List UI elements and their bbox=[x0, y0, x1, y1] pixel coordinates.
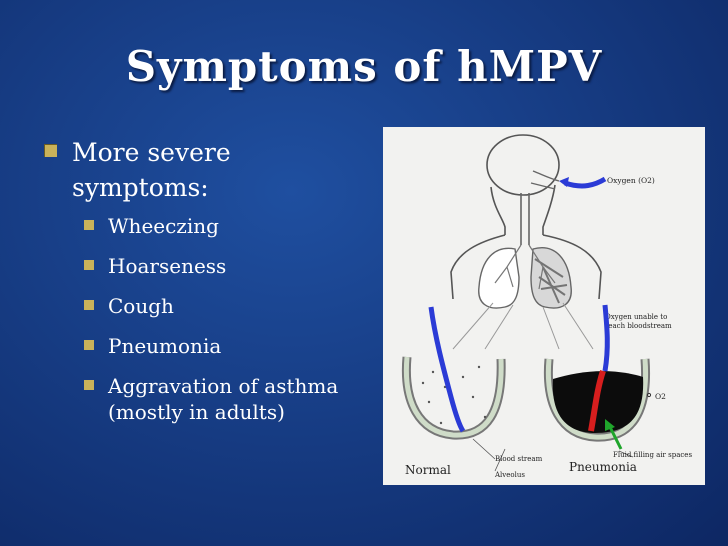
oxygen-inflow bbox=[565, 179, 605, 186]
sub-bullet-text: Wheeczing bbox=[108, 214, 219, 238]
sub-bullet bbox=[84, 213, 374, 239]
bullet-square-icon bbox=[84, 300, 94, 310]
airflow-normal bbox=[431, 307, 463, 431]
sub-bullet-text: Hoarseness bbox=[108, 254, 227, 278]
normal-label: Normal bbox=[405, 463, 451, 477]
alveolus-label: Alveolus bbox=[495, 471, 525, 479]
normal-alveolus bbox=[406, 307, 501, 435]
bullet-square-icon bbox=[84, 220, 94, 230]
bullet-square-icon bbox=[84, 340, 94, 350]
trachea bbox=[521, 193, 529, 245]
bullet-list bbox=[44, 135, 374, 439]
unable-label-line1: Oxygen unable to bbox=[605, 313, 668, 321]
airflow-pneumonia bbox=[605, 305, 607, 371]
respiratory-diagram bbox=[383, 127, 705, 485]
main-bullet bbox=[44, 135, 374, 205]
lungs bbox=[479, 245, 572, 308]
o2-label: O2 bbox=[655, 392, 666, 401]
fluid-label: Fluid filling air spaces bbox=[613, 451, 693, 459]
sub-bullet bbox=[84, 293, 374, 319]
unable-label-line2: reach bloodstream bbox=[605, 322, 672, 330]
slide-title: Symptoms of hMPV bbox=[125, 42, 603, 91]
bullet-square-icon bbox=[84, 380, 94, 390]
body-outline bbox=[451, 135, 601, 299]
pneumonia-label: Pneumonia bbox=[569, 460, 637, 474]
sub-bullet bbox=[84, 333, 374, 359]
sub-bullet bbox=[84, 253, 374, 279]
sub-bullet-text: Pneumonia bbox=[108, 334, 222, 358]
sub-bullet bbox=[84, 373, 374, 425]
bullet-square-icon bbox=[44, 144, 57, 157]
sub-bullet-text: Cough bbox=[108, 294, 174, 318]
bullet-square-icon bbox=[84, 260, 94, 270]
blood-stream-label: Blood stream bbox=[495, 455, 543, 463]
main-bullet-text: More severe symptoms: bbox=[72, 138, 231, 202]
sub-bullet-list bbox=[84, 213, 374, 425]
respiratory-diagram-svg bbox=[383, 127, 705, 485]
oxygen-label: Oxygen (O2) bbox=[607, 176, 655, 185]
sub-bullet-text: Aggravation of asthma (mostly in adults) bbox=[108, 374, 339, 424]
